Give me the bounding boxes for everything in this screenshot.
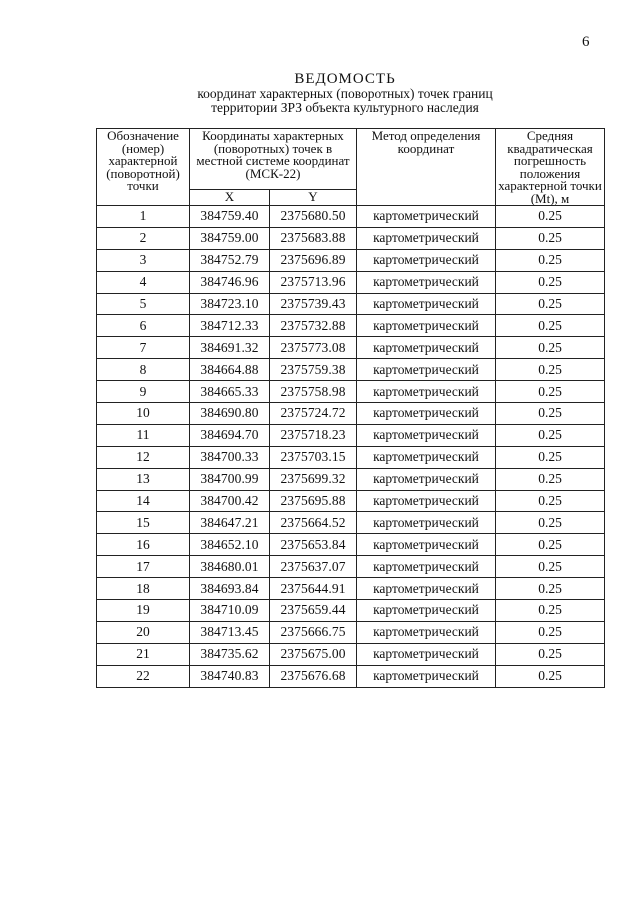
error-cell: 0.25 [496, 446, 605, 468]
x-coordinate-cell: 384700.42 [190, 490, 270, 512]
y-coordinate-cell: 2375644.91 [270, 578, 357, 600]
point-number-cell: 12 [97, 446, 190, 468]
table-row [97, 556, 605, 578]
y-coordinate-cell: 2375696.89 [270, 249, 357, 271]
method-cell: картометрический [357, 665, 496, 687]
y-coordinate-cell: 2375666.75 [270, 621, 357, 643]
y-coordinate-cell: 2375732.88 [270, 315, 357, 337]
error-cell: 0.25 [496, 337, 605, 359]
header-error: Средняя квадратическая погрешность положения характерной точки (Mt), м [496, 129, 605, 206]
table-row [97, 468, 605, 490]
y-coordinate-cell: 2375703.15 [270, 446, 357, 468]
table-row [97, 600, 605, 622]
table-body [97, 206, 605, 688]
y-coordinate-cell: 2375683.88 [270, 227, 357, 249]
header-coordinates: Координаты характерных (поворотных) точек в местной системе координат (МСК-22) [190, 129, 357, 190]
error-cell: 0.25 [496, 468, 605, 490]
point-number-cell: 19 [97, 600, 190, 622]
header-y: Y [270, 190, 357, 206]
error-cell: 0.25 [496, 621, 605, 643]
header-designation: Обозначение (номер) характерной (поворотной) точки [97, 129, 190, 206]
point-number-cell: 18 [97, 578, 190, 600]
error-cell: 0.25 [496, 578, 605, 600]
point-number-cell: 9 [97, 381, 190, 403]
x-coordinate-cell: 384647.21 [190, 512, 270, 534]
y-coordinate-cell: 2375713.96 [270, 271, 357, 293]
x-coordinate-cell: 384700.99 [190, 468, 270, 490]
x-coordinate-cell: 384665.33 [190, 381, 270, 403]
x-coordinate-cell: 384712.33 [190, 315, 270, 337]
x-coordinate-cell: 384713.45 [190, 621, 270, 643]
point-number-cell: 4 [97, 271, 190, 293]
table-row [97, 359, 605, 381]
x-coordinate-cell: 384690.80 [190, 403, 270, 425]
point-number-cell: 7 [97, 337, 190, 359]
table-row [97, 665, 605, 687]
error-cell: 0.25 [496, 556, 605, 578]
method-cell: картометрический [357, 293, 496, 315]
y-coordinate-cell: 2375758.98 [270, 381, 357, 403]
title-main: ВЕДОМОСТЬ [294, 71, 396, 87]
table-row [97, 643, 605, 665]
table-row [97, 249, 605, 271]
y-coordinate-cell: 2375718.23 [270, 424, 357, 446]
x-coordinate-cell: 384700.33 [190, 446, 270, 468]
x-coordinate-cell: 384735.62 [190, 643, 270, 665]
point-number-cell: 11 [97, 424, 190, 446]
method-cell: картометрический [357, 271, 496, 293]
table-row [97, 403, 605, 425]
table-row [97, 381, 605, 403]
point-number-cell: 21 [97, 643, 190, 665]
method-cell: картометрический [357, 249, 496, 271]
error-cell: 0.25 [496, 315, 605, 337]
x-coordinate-cell: 384759.00 [190, 227, 270, 249]
method-cell: картометрический [357, 512, 496, 534]
y-coordinate-cell: 2375773.08 [270, 337, 357, 359]
error-cell: 0.25 [496, 424, 605, 446]
point-number-cell: 1 [97, 206, 190, 228]
y-coordinate-cell: 2375695.88 [270, 490, 357, 512]
x-coordinate-cell: 384693.84 [190, 578, 270, 600]
x-coordinate-cell: 384691.32 [190, 337, 270, 359]
table-row [97, 446, 605, 468]
point-number-cell: 3 [97, 249, 190, 271]
x-coordinate-cell: 384759.40 [190, 206, 270, 228]
method-cell: картометрический [357, 600, 496, 622]
method-cell: картометрический [357, 446, 496, 468]
error-cell: 0.25 [496, 600, 605, 622]
table-row [97, 490, 605, 512]
table-header [97, 129, 605, 206]
error-cell: 0.25 [496, 665, 605, 687]
method-cell: картометрический [357, 315, 496, 337]
point-number-cell: 8 [97, 359, 190, 381]
table-row [97, 534, 605, 556]
error-cell: 0.25 [496, 381, 605, 403]
y-coordinate-cell: 2375699.32 [270, 468, 357, 490]
x-coordinate-cell: 384740.83 [190, 665, 270, 687]
point-number-cell: 15 [97, 512, 190, 534]
method-cell: картометрический [357, 424, 496, 446]
y-coordinate-cell: 2375759.38 [270, 359, 357, 381]
coordinates-table [96, 128, 605, 688]
table-row [97, 315, 605, 337]
method-cell: картометрический [357, 403, 496, 425]
error-cell: 0.25 [496, 643, 605, 665]
error-cell: 0.25 [496, 359, 605, 381]
point-number-cell: 16 [97, 534, 190, 556]
table-row [97, 424, 605, 446]
x-coordinate-cell: 384723.10 [190, 293, 270, 315]
y-coordinate-cell: 2375675.00 [270, 643, 357, 665]
x-coordinate-cell: 384664.88 [190, 359, 270, 381]
point-number-cell: 13 [97, 468, 190, 490]
method-cell: картометрический [357, 227, 496, 249]
point-number-cell: 2 [97, 227, 190, 249]
header-x: X [190, 190, 270, 206]
table-row [97, 621, 605, 643]
method-cell: картометрический [357, 578, 496, 600]
table-row [97, 271, 605, 293]
error-cell: 0.25 [496, 534, 605, 556]
point-number-cell: 14 [97, 490, 190, 512]
method-cell: картометрический [357, 534, 496, 556]
table-row [97, 337, 605, 359]
method-cell: картометрический [357, 643, 496, 665]
error-cell: 0.25 [496, 512, 605, 534]
table-row [97, 293, 605, 315]
page-number: 6 [582, 34, 590, 50]
point-number-cell: 17 [97, 556, 190, 578]
y-coordinate-cell: 2375724.72 [270, 403, 357, 425]
method-cell: картометрический [357, 490, 496, 512]
error-cell: 0.25 [496, 293, 605, 315]
title-line-1: координат характерных (поворотных) точек границ [197, 86, 493, 101]
x-coordinate-cell: 384752.79 [190, 249, 270, 271]
point-number-cell: 22 [97, 665, 190, 687]
y-coordinate-cell: 2375664.52 [270, 512, 357, 534]
x-coordinate-cell: 384746.96 [190, 271, 270, 293]
point-number-cell: 20 [97, 621, 190, 643]
error-cell: 0.25 [496, 490, 605, 512]
table-row [97, 206, 605, 228]
method-cell: картометрический [357, 337, 496, 359]
table-row [97, 227, 605, 249]
x-coordinate-cell: 384680.01 [190, 556, 270, 578]
method-cell: картометрический [357, 381, 496, 403]
header-method: Метод определения координат [357, 129, 496, 206]
error-cell: 0.25 [496, 227, 605, 249]
method-cell: картометрический [357, 206, 496, 228]
document-title [150, 72, 540, 115]
title-line-2: территории ЗРЗ объекта культурного наследия [211, 100, 479, 115]
method-cell: картометрический [357, 621, 496, 643]
x-coordinate-cell: 384694.70 [190, 424, 270, 446]
y-coordinate-cell: 2375637.07 [270, 556, 357, 578]
point-number-cell: 10 [97, 403, 190, 425]
point-number-cell: 5 [97, 293, 190, 315]
y-coordinate-cell: 2375676.68 [270, 665, 357, 687]
error-cell: 0.25 [496, 249, 605, 271]
y-coordinate-cell: 2375653.84 [270, 534, 357, 556]
method-cell: картометрический [357, 468, 496, 490]
y-coordinate-cell: 2375659.44 [270, 600, 357, 622]
y-coordinate-cell: 2375739.43 [270, 293, 357, 315]
y-coordinate-cell: 2375680.50 [270, 206, 357, 228]
error-cell: 0.25 [496, 206, 605, 228]
table-row [97, 512, 605, 534]
method-cell: картометрический [357, 556, 496, 578]
error-cell: 0.25 [496, 403, 605, 425]
point-number-cell: 6 [97, 315, 190, 337]
method-cell: картометрический [357, 359, 496, 381]
x-coordinate-cell: 384710.09 [190, 600, 270, 622]
error-cell: 0.25 [496, 271, 605, 293]
x-coordinate-cell: 384652.10 [190, 534, 270, 556]
table-row [97, 578, 605, 600]
